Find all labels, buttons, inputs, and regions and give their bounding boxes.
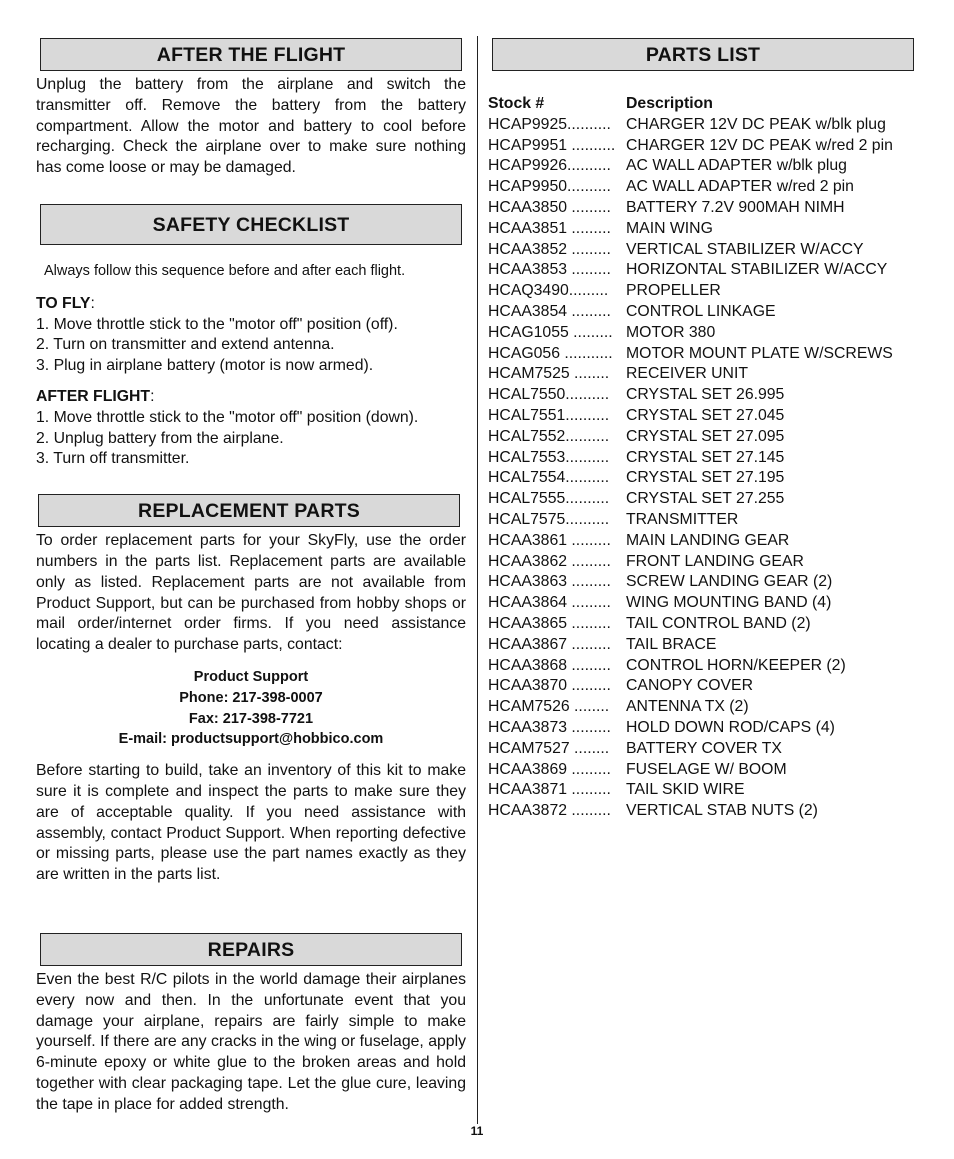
stock-number: HCAA3869 ......... [488,760,611,778]
to-fly-label: TO FLY [36,294,91,312]
stock-column-header: Stock # [488,95,545,112]
stock-number: HCAL7554.......... [488,469,610,487]
replacement-parts-header: REPLACEMENT PARTS [38,494,460,527]
part-description: MAIN LANDING GEAR [626,531,790,549]
table-row [488,489,918,510]
after-flight-heading: AFTER FLIGHT: [36,387,155,405]
after-flight-step: 1. Move throttle stick to the "motor off" position (down). [36,408,419,426]
stock-number: HCAA3864 ......... [488,594,611,612]
part-description: CRYSTAL SET 27.255 [626,490,785,508]
part-description: AC WALL ADAPTER w/blk plug [626,157,847,175]
part-description: VERTICAL STAB NUTS (2) [626,802,818,820]
stock-number: HCAA3867 ......... [488,635,611,653]
table-row [488,801,918,822]
part-description: WING MOUNTING BAND (4) [626,594,832,612]
table-row [488,281,918,302]
product-support-contact [36,667,466,750]
stock-number: HCAA3868 ......... [488,656,611,674]
stock-number: HCAA3865 ......... [488,614,611,632]
safety-intro: Always follow this sequence before and after each flight. [44,262,406,279]
table-row [488,697,918,718]
table-row [488,344,918,365]
stock-number: HCAL7552.......... [488,427,610,445]
part-description: BATTERY 7.2V 900MAH NIMH [626,198,845,216]
stock-number: HCAP9926.......... [488,157,611,175]
table-row [488,510,918,531]
part-description: CRYSTAL SET 27.145 [626,448,785,466]
part-description: CRYSTAL SET 26.995 [626,386,785,404]
stock-number: HCAP9925.......... [488,115,611,133]
table-row [488,718,918,739]
after-flight-step: 2. Unplug battery from the airplane. [36,429,284,447]
repairs-header: REPAIRS [40,933,462,966]
part-description: MOTOR 380 [626,323,716,341]
stock-number: HCAA3852 ......... [488,240,611,258]
stock-number: HCAA3853 ......... [488,261,611,279]
parts-list-header: PARTS LIST [492,38,914,71]
stock-number: HCAA3873 ......... [488,718,611,736]
parts-list-column-headers [488,94,918,115]
table-row [488,552,918,573]
part-description: HORIZONTAL STABILIZER W/ACCY [626,261,888,279]
stock-number: HCAL7550.......... [488,386,610,404]
table-row [488,448,918,469]
table-row [488,531,918,552]
column-divider [477,36,478,1124]
after-flight-step: 3. Turn off transmitter. [36,450,190,468]
stock-number: HCAA3861 ......... [488,531,611,549]
stock-number: HCAQ3490......... [488,282,609,300]
stock-number: HCAM7525 ........ [488,365,610,383]
table-row [488,177,918,198]
stock-number: HCAA3851 ......... [488,219,611,237]
right-column [488,38,918,822]
part-description: CRYSTAL SET 27.045 [626,406,785,424]
table-row [488,760,918,781]
table-row [488,323,918,344]
table-row [488,572,918,593]
part-description: RECEIVER UNIT [626,365,749,383]
stock-number: HCAL7553.......... [488,448,610,466]
table-row [488,739,918,760]
part-description: MOTOR MOUNT PLATE W/SCREWS [626,344,893,362]
table-row [488,427,918,448]
table-row [488,468,918,489]
table-row [488,406,918,427]
part-description: CONTROL LINKAGE [626,302,776,320]
table-row [488,260,918,281]
table-row [488,156,918,177]
part-description: CHARGER 12V DC PEAK w/red 2 pin [626,136,893,154]
stock-number: HCAA3850 ......... [488,198,611,216]
part-description: FRONT LANDING GEAR [626,552,804,570]
part-description: CANOPY COVER [626,677,753,695]
after-flight-label: AFTER FLIGHT [36,387,151,405]
table-row [488,780,918,801]
part-description: TAIL CONTROL BAND (2) [626,614,811,632]
table-row [488,676,918,697]
part-description: BATTERY COVER TX [626,739,782,757]
safety-checklist-header: SAFETY CHECKLIST [40,204,462,245]
part-description: CRYSTAL SET 27.095 [626,427,785,445]
after-flight-body: Unplug the battery from the airplane and switch the transmitter off. Remove the battery from the battery compartment. Allow the motor and battery to cool before recharging. Check the airplane over to make sure nothing has come loose or may be damaged. [36,76,466,177]
table-row [488,593,918,614]
table-row [488,115,918,136]
replacement-body: To order replacement parts for your SkyFly, use the order numbers in the parts list. Replacement parts are available only as listed. Replacement parts are not available from Product Support, but can be purchased from hobby shops or mail order/internet order firms. If you need assistance locating a dealer to purchase parts, contact: [36,532,466,654]
stock-number: HCAA3863 ......... [488,573,611,591]
part-description: PROPELLER [626,282,721,300]
part-description: SCREW LANDING GEAR (2) [626,573,833,591]
stock-number: HCAG1055 ......... [488,323,613,341]
description-column-header: Description [626,95,713,112]
stock-number: HCAP9950.......... [488,178,611,196]
to-fly-step: 3. Plug in airplane battery (motor is now armed). [36,357,374,375]
table-row [488,136,918,157]
table-row [488,302,918,323]
table-row [488,656,918,677]
table-row [488,364,918,385]
stock-number: HCAG056 ........... [488,344,613,362]
contact-fax: Fax: 217-398-7721 [188,710,314,727]
repairs-body: Even the best R/C pilots in the world damage their airplanes every now and then. In the unfortunate event that you damage your airplane, repairs are fairly simple to make yourself. If there are any cracks in the wing or fuselage, apply 6-minute epoxy or white glue to the broken areas and hold together with clear packaging tape. Let the glue cure, leaving the tape in place for added strength. [36,970,466,1113]
page-number: 11 [470,1124,484,1138]
stock-number: HCAL7551.......... [488,406,610,424]
part-description: MAIN WING [626,219,713,237]
to-fly-step: 2. Turn on transmitter and extend antenna. [36,336,335,354]
part-description: TRANSMITTER [626,510,739,528]
table-row [488,198,918,219]
part-description: ANTENNA TX (2) [626,698,749,716]
to-fly-heading: TO FLY: [36,294,95,312]
table-row [488,635,918,656]
stock-number: HCAL7555.......... [488,490,610,508]
part-description: FUSELAGE W/ BOOM [626,760,787,778]
part-description: CHARGER 12V DC PEAK w/blk plug [626,115,886,133]
part-description: TAIL BRACE [626,635,717,653]
stock-number: HCAP9951 .......... [488,136,616,154]
contact-phone: Phone: 217-398-0007 [179,689,323,706]
after-flight-header: AFTER THE FLIGHT [40,38,462,71]
table-row [488,614,918,635]
contact-email: E-mail: productsupport@hobbico.com [118,731,384,748]
stock-number: HCAA3870 ......... [488,677,611,695]
to-fly-step: 1. Move throttle stick to the "motor off" position (off). [36,315,398,333]
inventory-body: Before starting to build, take an inventory of this kit to make sure it is complete and inspect the parts to make sure they are of acceptable quality. If you need assistance with assembly, contact Product Support. When reporting defective or missing parts, please use the part names exactly as they are written in the parts list. [36,762,466,884]
stock-number: HCAL7575.......... [488,510,610,528]
stock-number: HCAA3872 ......... [488,802,611,820]
part-description: AC WALL ADAPTER w/red 2 pin [626,178,854,196]
parts-list [488,115,918,822]
part-description: TAIL SKID WIRE [626,781,745,799]
table-row [488,219,918,240]
contact-name: Product Support [193,668,309,685]
table-row [488,240,918,261]
part-description: CRYSTAL SET 27.195 [626,469,785,487]
stock-number: HCAM7527 ........ [488,739,610,757]
table-row [488,385,918,406]
part-description: CONTROL HORN/KEEPER (2) [626,656,846,674]
stock-number: HCAM7526 ........ [488,698,610,716]
left-column [36,38,466,1115]
stock-number: HCAA3862 ......... [488,552,611,570]
stock-number: HCAA3871 ......... [488,781,611,799]
part-description: HOLD DOWN ROD/CAPS (4) [626,718,835,736]
stock-number: HCAA3854 ......... [488,302,611,320]
part-description: VERTICAL STABILIZER W/ACCY [626,240,864,258]
